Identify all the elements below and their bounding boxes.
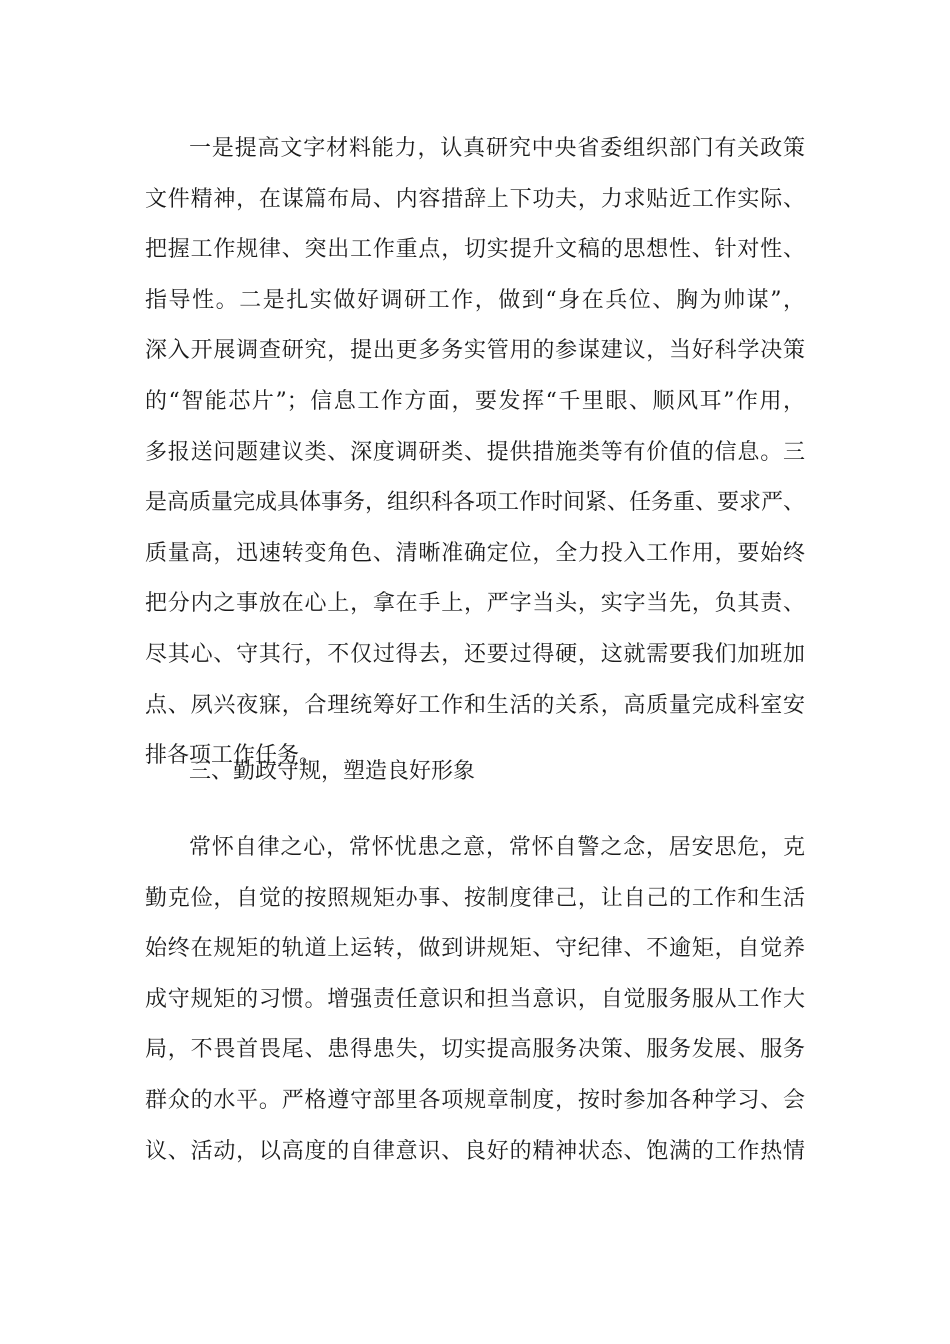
paragraph-1-line: 文件精神，在谋篇布局、内容措辞上下功夫，力求贴近工作实际、 (145, 186, 805, 212)
paragraph-1-line: 指导性。二是扎实做好调研工作，做到“身在兵位、胸为帅谋”， (145, 287, 805, 313)
paragraph-1 (145, 124, 805, 782)
paragraph-2-line: 勤克俭，自觉的按照规矩办事、按制度律己，让自己的工作和生活 (145, 885, 805, 911)
paragraph-1-line: 是高质量完成具体事务，组织科各项工作时间紧、任务重、要求严、 (145, 490, 806, 516)
paragraph-1-line: 的“智能芯片”；信息工作方面，要发挥“千里眼、顺风耳”作用， (145, 388, 805, 414)
paragraph-1-line: 尽其心、守其行，不仅过得去，还要过得硬，这就需要我们加班加 (145, 641, 805, 667)
paragraph-1-line: 一是提高文字材料能力，认真研究中央省委组织部门有关政策 (189, 136, 805, 161)
paragraph-1-line: 把分内之事放在心上，拿在手上，严字当头，实字当先，负其责、 (145, 591, 805, 617)
paragraph-2-line: 群众的水平。严格遵守部里各项规章制度，按时参加各种学习、会 (145, 1087, 805, 1113)
paragraph-1-line: 把握工作规律、突出工作重点，切实提升文稿的思想性、针对性、 (145, 237, 805, 263)
paragraph-2-line: 议、活动，以高度的自律意识、良好的精神状态、饱满的工作热情 (145, 1138, 805, 1164)
paragraph-2-line: 常怀自律之心，常怀忧患之意，常怀自警之念，居安思危，克 (189, 835, 805, 860)
paragraph-2-line: 始终在规矩的轨道上运转，做到讲规矩、守纪律、不逾矩，自觉养 (145, 936, 805, 962)
paragraph-2-line: 成守规矩的习惯。增强责任意识和担当意识，自觉服务服从工作大 (145, 986, 805, 1012)
paragraph-2-line: 局，不畏首畏尾、患得患失，切实提高服务决策、服务发展、服务 (145, 1037, 805, 1063)
paragraph-1-line: 排各项工作任务。 (145, 743, 322, 769)
paragraph-1-line: 多报送问题建议类、深度调研类、提供措施类等有价值的信息。三 (145, 439, 805, 465)
paragraph-1-line: 深入开展调查研究，提出更多务实管用的参谋建议，当好科学决策 (145, 338, 805, 364)
paragraph-2 (145, 823, 805, 1177)
section-heading: 三、勤政守规，塑造良好形象 (189, 759, 476, 784)
paragraph-1-line: 点、夙兴夜寐，合理统筹好工作和生活的关系，高质量完成科室安 (145, 692, 805, 718)
paragraph-1-line: 质量高，迅速转变角色、清晰准确定位，全力投入工作用，要始终 (145, 540, 805, 566)
